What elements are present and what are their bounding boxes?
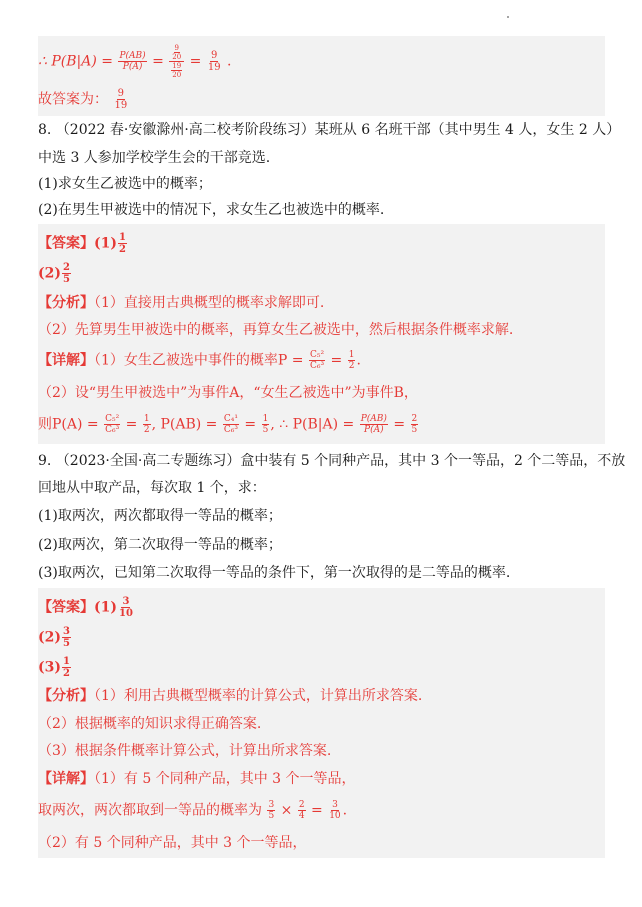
q8-answer-line1: 【答案】(1) $\frac{1}{2}$	[38, 232, 126, 255]
q8-sub1: (1)求女生乙被选中的概率；	[38, 176, 212, 192]
fraction: $\frac{3}{5}$	[63, 626, 70, 649]
fraction: $\frac{9}{19}$	[207, 50, 221, 73]
fraction: $\frac{P(AB)}{P(A)}$	[119, 51, 146, 72]
fraction: $\frac{3}{10}$	[329, 800, 341, 821]
q8-detail-line3: 则P(A) = $\frac{\text{C₅²}}{\text{C₆³}}$ = $\frac{1}{2}$ , P(AB) = $\frac{\text{C₄¹}}{\text{C₆³}}$ = $\frac{1}{5}$ , ∴ P(B|A) = $\frac{P(AB)}{P(A)}$ = $\frac{2}{5}$	[38, 414, 418, 435]
q9-detail-line3: （2）有 5 个同种产品，其中 3 个一等品，	[38, 835, 307, 851]
q8-answer-line2: (2) $\frac{2}{5}$	[38, 262, 70, 285]
fraction: $\frac{2}{5}$	[63, 262, 70, 285]
detail-label: 【详解】	[38, 771, 94, 787]
q9-answer-line3: (3) $\frac{1}{2}$	[38, 656, 70, 679]
fraction: $\frac{1}{2}$	[119, 232, 126, 255]
fraction: $\frac{3}{10}$	[119, 596, 133, 619]
fraction: $\frac{1}{2}$	[143, 414, 150, 435]
q8-stem-line1: 8. （2022 春·安徽滁州·高二校考阶段练习）某班从 6 名班干部（其中男生 4 人，女生 2 人）	[38, 122, 621, 138]
q9-sub3: (3)取两次，已知第二次取得一等品的条件下，第一次取得的是二等品的概率.	[38, 565, 511, 581]
top-conclusion-line: ∴ P(B|A) = $\frac{P(AB)}{P(A)}$ = $\frac{\frac{9}{20}}{\frac{19}{20}}$ = $\frac{9}{19}$ .	[38, 44, 232, 79]
equals-sign: =	[152, 53, 164, 70]
fraction: $\frac{\text{C₅²}}{\text{C₆³}}$	[309, 350, 325, 371]
fraction: $\frac{\text{C₄¹}}{\text{C₆³}}$	[223, 414, 238, 435]
top-answer-line	[38, 88, 129, 111]
detail-label: 【详解】	[38, 352, 94, 369]
fraction: $\frac{\text{C₅²}}{\text{C₆³}}$	[105, 414, 120, 435]
answer-label: 【答案】	[38, 599, 94, 616]
answer-text: 故答案为：	[38, 91, 108, 108]
q9-answer-line1: 【答案】(1) $\frac{3}{10}$	[38, 596, 133, 619]
q8-analysis-line1: 【分析】（1）直接用古典概型的概率求解即可.	[38, 295, 325, 311]
fraction: $\frac{2}{5}$	[411, 414, 418, 435]
q9-stem-line1: 9. （2023·全国·高二专题练习）盒中装有 5 个同种产品，其中 3 个一等品，2 个二等品，不放	[38, 453, 626, 469]
fraction: $\frac{1}{2}$	[63, 656, 70, 679]
corner-dot	[507, 16, 509, 18]
q9-stem-line2: 回地从中取产品，每次取 1 个，求：	[38, 480, 266, 496]
q8-detail-line2: （2）设“男生甲被选中”为事件A，“女生乙被选中”为事件B，	[38, 385, 418, 401]
q9-analysis-line2: （2）根据概率的知识求得正确答案.	[38, 716, 262, 732]
q8-sub2: (2)在男生甲被选中的情况下，求女生乙也被选中的概率.	[38, 202, 385, 218]
q9-answer-line2: (2) $\frac{3}{5}$	[38, 626, 70, 649]
q9-sub2: (2)取两次，第二次取得一等品的概率；	[38, 537, 282, 553]
fraction: $\frac{9}{19}$	[114, 88, 128, 111]
fraction: $\frac{1}{2}$	[348, 350, 355, 371]
analysis-label: 【分析】	[38, 295, 94, 311]
answer-label: 【答案】	[38, 235, 94, 252]
q8-stem-line2: 中选 3 人参加学校学生会的干部竞选.	[38, 150, 271, 166]
q9-analysis-line3: （3）根据条件概率计算公式，计算出所求答案.	[38, 743, 332, 759]
q8-detail-line1: 【详解】（1）女生乙被选中事件的概率P = $\frac{\text{C₅²}}{\text{C₆³}}$ = $\frac{1}{2}$ .	[38, 350, 361, 371]
analysis-label: 【分析】	[38, 688, 94, 704]
nested-fraction: $\frac{\frac{9}{20}}{\frac{19}{20}}$	[169, 44, 184, 79]
fraction: $\frac{P(AB)}{P(A)}$	[360, 414, 387, 435]
q9-detail-line2: 取两次，两次都取到一等品的概率为 $\frac{3}{5}$ × $\frac{2}{4}$ = $\frac{3}{10}$ .	[38, 800, 348, 821]
formula-text: ∴ P(B|A) =	[38, 53, 113, 70]
fraction: $\frac{3}{5}$	[268, 800, 275, 821]
fraction: $\frac{1}{5}$	[262, 414, 269, 435]
equals-sign: =	[189, 53, 202, 70]
fraction: $\frac{2}{4}$	[298, 800, 305, 821]
q8-analysis-line2: （2）先算男生甲被选中的概率，再算女生乙被选中，然后根据条件概率求解.	[38, 322, 514, 338]
q9-detail-line1: 【详解】（1）有 5 个同种产品，其中 3 个一等品，	[38, 771, 356, 787]
q9-analysis-line1: 【分析】（1）利用古典概型概率的计算公式，计算出所求答案.	[38, 688, 423, 704]
q9-sub1: (1)取两次，两次都取得一等品的概率；	[38, 508, 282, 524]
